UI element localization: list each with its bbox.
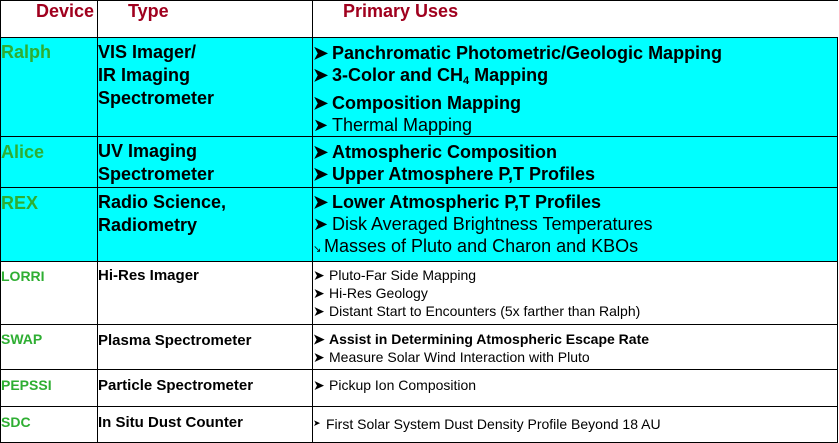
table-row xyxy=(1,188,838,262)
list-item: ➤ Distant Start to Encounters (5x farther than Ralph) xyxy=(313,303,641,319)
arrow-bullet-icon: ↘ xyxy=(313,244,322,255)
list-item: ➤ Panchromatic Photometric/Geologic Mapping xyxy=(313,43,723,63)
uses-list xyxy=(313,330,837,366)
type-label: Particle Spectrometer xyxy=(98,377,254,394)
arrow-bullet-icon: ➤ xyxy=(313,285,325,301)
device-name: SWAP xyxy=(1,331,43,347)
list-item: ➤ First Solar System Dust Density Profile Beyond 18 AU xyxy=(313,416,661,432)
list-item: ➤ Pickup Ion Composition xyxy=(313,377,477,393)
arrow-bullet-icon: ➤ xyxy=(313,418,321,428)
type-line: Radio Science, xyxy=(98,192,227,212)
list-item: ➤ Hi-Res Geology xyxy=(313,285,428,301)
type-label: Plasma Spectrometer xyxy=(98,332,252,349)
table-row xyxy=(1,38,838,137)
list-item: ↘ Masses of Pluto and Charon and KBOs xyxy=(313,235,837,261)
device-name: Alice xyxy=(1,142,45,162)
table-row xyxy=(1,262,838,325)
device-name: LORRI xyxy=(1,268,45,284)
table-row xyxy=(1,370,838,407)
device-name: Ralph xyxy=(1,42,52,62)
device-name: PEPSSI xyxy=(1,377,52,393)
header-type: Type xyxy=(98,1,313,38)
uses-list xyxy=(313,141,837,185)
type-line: IR Imaging xyxy=(98,65,191,85)
arrow-bullet-icon: ➤ xyxy=(313,303,325,319)
uses-list xyxy=(313,266,837,320)
type-line: Spectrometer xyxy=(98,88,215,108)
arrow-bullet-icon: ➤ xyxy=(313,377,325,393)
device-name: REX xyxy=(1,193,39,213)
list-item: ➤ 3-Color and $CH_4$ Mapping xyxy=(313,65,549,87)
arrow-bullet-icon: ➤ xyxy=(313,65,329,85)
list-item: ➤ Thermal Mapping xyxy=(313,115,473,135)
arrow-bullet-icon: ➤ xyxy=(313,192,329,212)
table-row xyxy=(1,407,838,443)
list-item: ➤ Atmospheric Composition xyxy=(313,142,558,162)
arrow-bullet-icon: ➤ xyxy=(313,142,329,162)
arrow-bullet-icon: ➤ xyxy=(313,214,329,234)
type-label: Hi-Res Imager xyxy=(98,267,199,284)
list-item: ➤ Composition Mapping xyxy=(313,93,521,113)
list-item: ➤ Assist in Determining Atmospheric Escape Rate xyxy=(313,331,650,347)
type-line: Spectrometer xyxy=(98,164,215,184)
uses-list xyxy=(313,191,837,261)
arrow-bullet-icon: ➤ xyxy=(313,331,325,347)
type-line: UV Imaging xyxy=(98,141,198,161)
table-row xyxy=(1,137,838,188)
type-line: Radiometry xyxy=(98,215,198,235)
list-item: ➤ Disk Averaged Brightness Temperatures xyxy=(313,214,653,234)
list-item: ➤ Lower Atmospheric P,T Profiles xyxy=(313,192,602,212)
list-item: ➤ Measure Solar Wind Interaction with Pluto xyxy=(313,349,590,365)
uses-list xyxy=(313,414,837,433)
arrow-bullet-icon: ➤ xyxy=(313,267,325,283)
arrow-bullet-icon: ➤ xyxy=(313,349,325,365)
arrow-bullet-icon: ➤ xyxy=(313,164,329,184)
uses-list xyxy=(313,376,837,394)
list-item: ➤ Pluto-Far Side Mapping xyxy=(313,267,477,283)
header-device: Device xyxy=(1,1,98,38)
table-row xyxy=(1,325,838,370)
header-uses: Primary Uses xyxy=(313,1,838,38)
type-label: In Situ Dust Counter xyxy=(98,414,243,431)
arrow-bullet-icon: ➤ xyxy=(313,93,329,113)
arrow-bullet-icon: ➤ xyxy=(313,115,329,135)
list-item: ➤ Upper Atmosphere P,T Profiles xyxy=(313,164,596,184)
device-name: SDC xyxy=(1,414,31,430)
header-row xyxy=(1,1,838,38)
type-line: VIS Imager/ xyxy=(98,42,197,62)
arrow-bullet-icon: ➤ xyxy=(313,43,329,63)
uses-list xyxy=(313,42,837,136)
